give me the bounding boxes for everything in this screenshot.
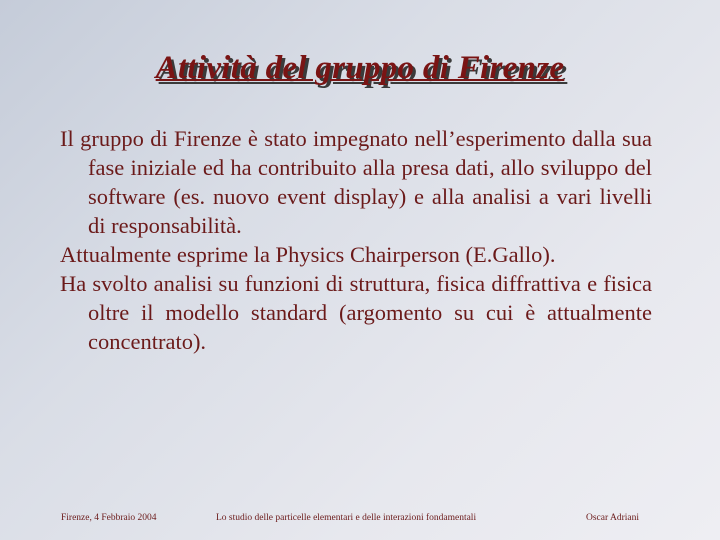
slide-footer <box>0 513 720 529</box>
paragraph-analyses: Ha svolto analisi su funzioni di struttura, fisica diffrattiva e fisica oltre il modello standard (argomento su cui è attualmente concentrato). <box>60 271 652 354</box>
paragraph-chairperson: Attualmente esprime la Physics Chairperson (E.Gallo). <box>60 242 556 267</box>
footer-date: Firenze, 4 Febbraio 2004 <box>61 513 157 523</box>
paragraph-contribution: Il gruppo di Firenze è stato impegnato nell’esperimento dalla sua fase iniziale ed ha contribuito alla presa dati, allo sviluppo del software (es. nuovo event display) e alla analisi a vari livelli di responsabilità. <box>60 126 652 238</box>
footer-talk-title: Lo studio delle particelle elementari e delle interazioni fondamentali <box>216 513 477 523</box>
footer-author: Oscar Adriani <box>586 513 640 523</box>
slide-title: Attività del gruppo di Firenze <box>155 50 565 86</box>
title-area <box>0 50 720 87</box>
slide-body <box>60 124 652 356</box>
